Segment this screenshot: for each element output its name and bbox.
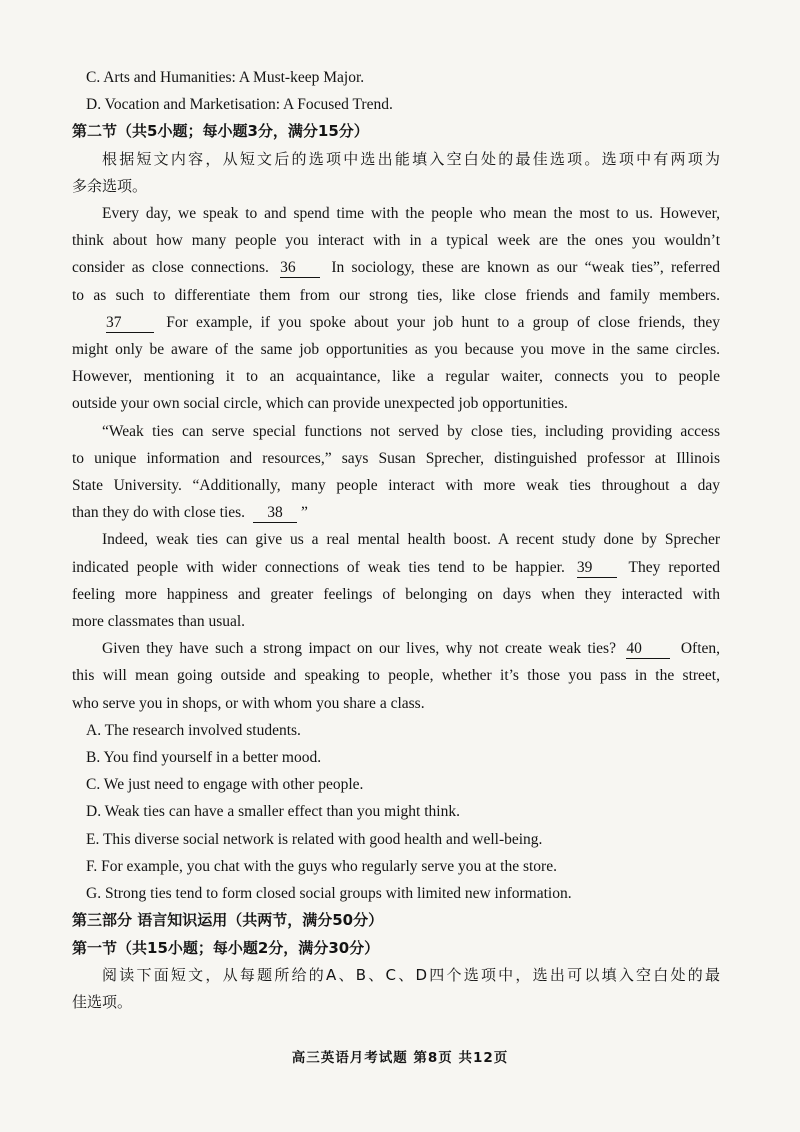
p2-line2: might only be aware of the same job opportunities as you because you move in the same circles. (72, 341, 720, 359)
part3-section1-title: 第一节（共15小题；每小题2分，满分30分） (72, 938, 380, 957)
p1-line3 (72, 254, 720, 281)
p3-line1: “Weak ties can serve special functions not served by close ties, including providing access (102, 422, 720, 440)
p3-line2: to unique information and resources,” says Susan Sprecher, distinguished professor at Illinois (72, 449, 720, 467)
prev-option-d: D. Vocation and Marketisation: A Focused Trend. (86, 96, 393, 114)
p5-line1 (72, 635, 720, 662)
p4-line2 (72, 554, 720, 581)
option-e[interactable]: E. This diverse social network is related with good health and well-being. (86, 830, 543, 848)
p3-line3: State University. “Additionally, many people interact with more weak ties throughout a day (72, 477, 720, 495)
options-list (72, 717, 720, 907)
option-g[interactable]: G. Strong ties tend to form closed social groups with limited new information. (86, 885, 572, 903)
p2-line1-after: For example, if you spoke about your job hunt to a group of close friends, they (166, 313, 721, 331)
blank-37[interactable]: 37 (106, 314, 154, 333)
part3-instruction-line1: 阅读下面短文，从每题所给的A、B、C、D四个选项中，选出可以填入空白处的最 (102, 965, 720, 984)
p3-line4 (72, 499, 720, 526)
p1-line4: to as such to differentiate them from our strong ties, like close friends and family members. (72, 286, 720, 304)
part3-instruction-line2: 佳选项。 (72, 992, 133, 1011)
p5-line1-before: Given they have such a strong impact on our lives, why not create weak ties? (102, 640, 616, 658)
p5-line3: who serve you in shops, or with whom you share a class. (72, 694, 425, 712)
option-f[interactable]: F. For example, you chat with the guys who regularly serve you at the store. (86, 857, 557, 875)
p3-line4-before: than they do with close ties. (72, 504, 246, 522)
p4-line4: more classmates than usual. (72, 613, 246, 631)
p1-line2: think about how many people you interact with in a typical week are the ones you wouldn’t (72, 232, 720, 250)
blank-38[interactable]: 38 (253, 504, 297, 523)
part3-title: 第三部分 语言知识运用（共两节，满分50分） (72, 911, 384, 930)
blank-36[interactable]: 36 (280, 259, 320, 278)
passage (72, 200, 720, 717)
option-b[interactable]: B. You find yourself in a better mood. (86, 749, 322, 767)
blank-40[interactable]: 40 (626, 640, 670, 659)
p5-line1-after: Often, (680, 640, 721, 658)
option-d[interactable]: D. Weak ties can have a smaller effect than you might think. (86, 803, 460, 821)
exam-page (72, 64, 720, 1016)
p4-line2-after: They reported (628, 558, 720, 576)
section2-title: 第二节（共5小题；每小题3分，满分15分） (72, 122, 369, 141)
p2-line3: However, mentioning it to an acquaintance, like a regular waiter, connects you to people (72, 368, 720, 386)
p4-line1: Indeed, weak ties can give us a real mental health boost. A recent study done by Sprecher (102, 531, 720, 549)
p4-line2-before: indicated people with wider connections of weak ties tend to be happier. (72, 558, 565, 576)
p4-line3: feeling more happiness and greater feelings of belonging on days when they interacted with (72, 585, 720, 603)
p2-line4: outside your own social circle, which can provide unexpected job opportunities. (72, 395, 568, 413)
p1-line1: Every day, we speak to and spend time with the people who mean the most to us. However, (102, 205, 720, 223)
section2-instruction-line1: 根据短文内容，从短文后的选项中选出能填入空白处的最佳选项。选项中有两项为 (102, 149, 720, 168)
p5-line2: this will mean going outside and speaking to people, whether it’s those you pass in the street, (72, 667, 720, 685)
option-a[interactable]: A. The research involved students. (86, 721, 301, 739)
p1-line3-before: consider as close connections. (72, 259, 269, 277)
section2-instruction-line2: 多余选项。 (72, 176, 148, 195)
p1-line3-after: In sociology, these are known as our “weak ties”, referred (331, 259, 721, 277)
p2-line1 (72, 309, 720, 336)
option-c[interactable]: C. We just need to engage with other people. (86, 776, 364, 794)
page-footer: 高三英语月考试题 第8页 共12页 (291, 1050, 509, 1066)
p3-line4-after: ” (300, 504, 308, 522)
blank-39[interactable]: 39 (577, 559, 617, 578)
prev-option-c: C. Arts and Humanities: A Must-keep Major. (86, 69, 365, 86)
